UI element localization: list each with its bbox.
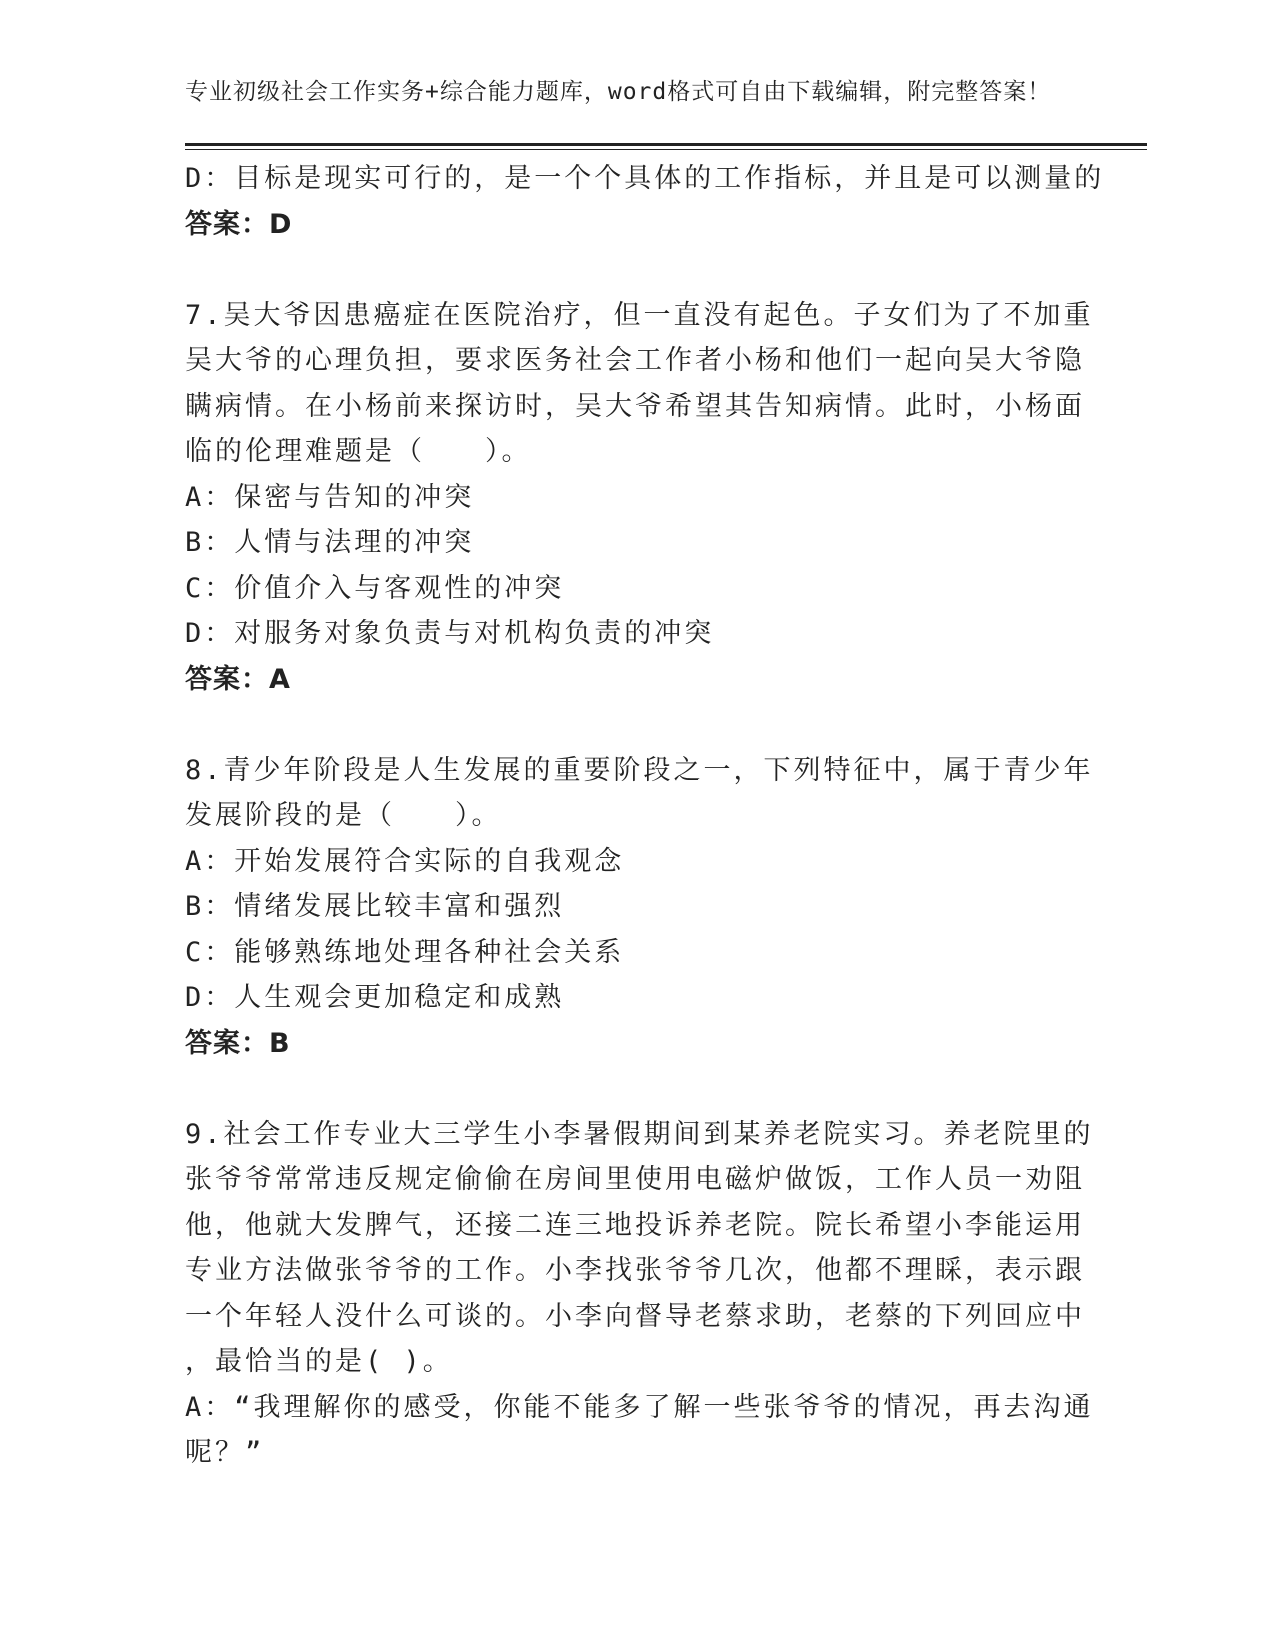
q7-option-c: C：价值介入与客观性的冲突: [185, 572, 565, 604]
document-body: [185, 156, 1105, 1476]
q8-answer: 答案：B: [185, 1027, 291, 1059]
q8-option-a: A：开始发展符合实际的自我观念: [185, 845, 625, 877]
q9-stem-line: 他，他就大发脾气，还接二连三地投诉养老院。院长希望小李能运用: [185, 1209, 1085, 1241]
spacer: [185, 1066, 1085, 1112]
q9-option-a: A：“我理解你的感受，你能不能多了解一些张爷爷的情况，再去沟通: [185, 1391, 1094, 1423]
q7-stem-line: 吴大爷的心理负担，要求医务社会工作者小杨和他们一起向吴大爷隐: [185, 345, 1085, 376]
q9-option-a-continued: 呢？”: [185, 1437, 265, 1468]
q7-option-a: A：保密与告知的冲突: [185, 481, 475, 513]
q9-stem-line: 张爷爷常常违反规定偷偷在房间里使用电磁炉做饭，工作人员一劝阻: [185, 1164, 1085, 1195]
q8-stem-line: 8.青少年阶段是人生发展的重要阶段之一，下列特征中，属于青少年: [185, 754, 1094, 786]
page-header-title: 专业初级社会工作实务+综合能力题库，word格式可自由下载编辑，附完整答案！: [185, 79, 1052, 105]
q9-stem-line: 一个年轻人没什么可谈的。小李向督导老蔡求助，老蔡的下列回应中: [185, 1300, 1085, 1332]
q7-option-b: B：人情与法理的冲突: [185, 527, 475, 558]
q7-stem-line: 临的伦理难题是（ ）。: [185, 436, 532, 467]
prev-question-option-d: D：目标是现实可行的，是一个个具体的工作指标，并且是可以测量的: [185, 163, 1105, 194]
q8-option-b: B：情绪发展比较丰富和强烈: [185, 891, 565, 922]
q8-option-d: D：人生观会更加稳定和成熟: [185, 982, 565, 1013]
q9-stem-line: ，最恰当的是( )。: [185, 1346, 453, 1377]
q9-stem-line: 专业方法做张爷爷的工作。小李找张爷爷几次，他都不理睬，表示跟: [185, 1255, 1085, 1286]
header-divider-thick: [185, 143, 1147, 146]
q7-option-d: D：对服务对象负责与对机构负责的冲突: [185, 618, 715, 649]
spacer: [185, 247, 1085, 293]
q7-stem-line: 7.吴大爷因患癌症在医院治疗，但一直没有起色。子女们为了不加重: [185, 299, 1094, 331]
q7-stem-line: 瞒病情。在小杨前来探访时，吴大爷希望其告知病情。此时，小杨面: [185, 390, 1085, 422]
header-divider-thin: [185, 149, 1147, 150]
q8-stem-line: 发展阶段的是（ ）。: [185, 800, 502, 831]
q9-stem-line: 9.社会工作专业大三学生小李暑假期间到某养老院实习。养老院里的: [185, 1118, 1094, 1150]
q8-option-c: C：能够熟练地处理各种社会关系: [185, 936, 625, 968]
prev-question-answer: 答案：D: [185, 208, 293, 240]
q7-answer: 答案：A: [185, 663, 291, 695]
spacer: [185, 702, 1085, 748]
